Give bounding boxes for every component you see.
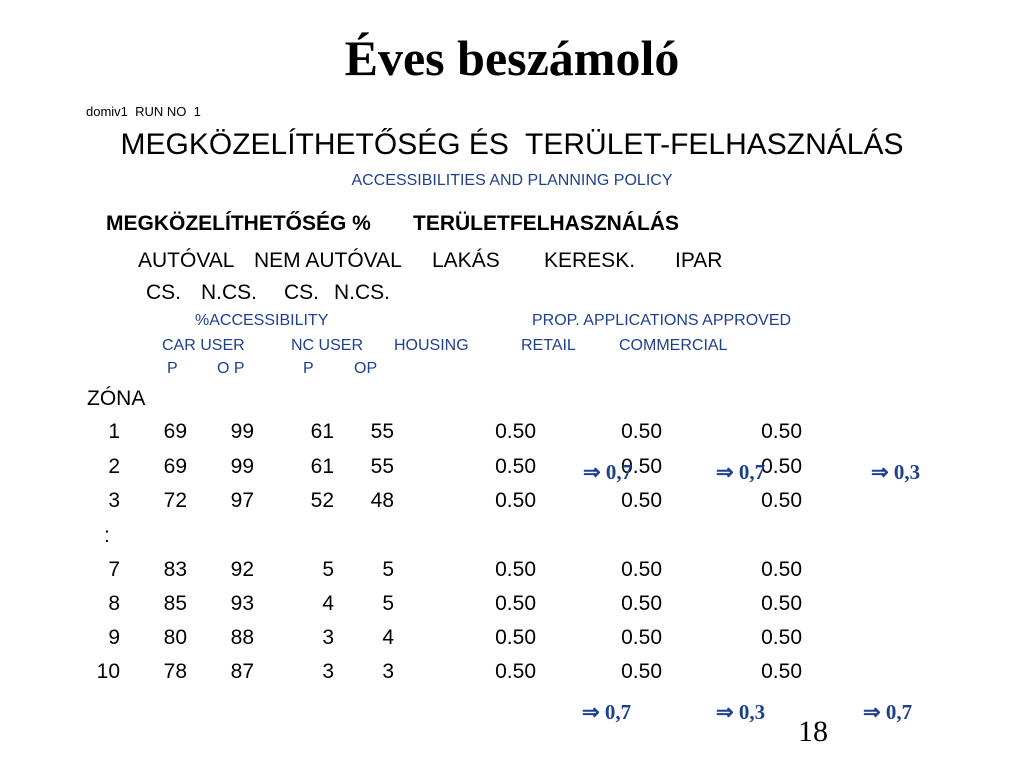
table-cell: 87 <box>230 660 254 683</box>
table-cell: 4 <box>382 626 394 649</box>
arrow-r2-commercial: ⇒ 0,3 <box>871 460 921 484</box>
table-cell: 99 <box>230 420 254 443</box>
table-cell: 0.50 <box>621 489 662 512</box>
zone-number: 10 <box>96 660 120 683</box>
table-cell: 5 <box>382 592 394 615</box>
col-hu-retail: KERESK. <box>544 249 636 272</box>
table-cell: 0.50 <box>761 660 802 683</box>
col-hu-industry: IPAR <box>675 249 723 272</box>
table-cell: 0.50 <box>621 455 662 478</box>
col-hu-noncar: NEM AUTÓVAL <box>254 249 402 272</box>
table-cell: 69 <box>163 455 187 478</box>
group-en-approved: PROP. APPLICATIONS APPROVED <box>532 312 792 329</box>
table-cell: 3 <box>382 660 394 683</box>
zone-number: 9 <box>108 626 120 649</box>
arrow-bottom-retail: ⇒ 0,3 <box>716 700 766 724</box>
arrow-r2-housing: ⇒ 0,7 <box>583 460 633 484</box>
table-cell: 97 <box>230 489 254 512</box>
subcol-en-4: OP <box>354 360 378 377</box>
table-cell: 0.50 <box>621 558 662 581</box>
table-cell: 99 <box>230 455 254 478</box>
subcol-en-3: P <box>303 360 314 377</box>
table-cell: 88 <box>230 626 254 649</box>
section-subheading: ACCESSIBILITIES AND PLANNING POLICY <box>351 172 673 189</box>
group-accessibility: MEGKÖZELÍTHETŐSÉG % <box>106 212 371 235</box>
table-cell: 69 <box>163 420 187 443</box>
table-cell: 0.50 <box>621 420 662 443</box>
table-cell: 0.50 <box>495 626 536 649</box>
table-cell: 0.50 <box>761 489 802 512</box>
table-cell: 0.50 <box>621 660 662 683</box>
table-cell: 3 <box>322 626 334 649</box>
col-hu-housing: LAKÁS <box>432 249 500 272</box>
arrow-bottom-commercial: ⇒ 0,7 <box>863 700 913 724</box>
table-cell: 52 <box>310 489 334 512</box>
zone-number: 7 <box>108 558 120 581</box>
table-cell: 0.50 <box>495 420 536 443</box>
table-cell: 83 <box>163 558 187 581</box>
table-cell: 0.50 <box>621 626 662 649</box>
page-title: Éves beszámoló <box>344 30 680 86</box>
run-label: domiv1 RUN NO 1 <box>86 104 201 119</box>
table-cell: 0.50 <box>761 626 802 649</box>
subcol-en-2: O P <box>217 360 245 377</box>
table-cell: 48 <box>370 489 394 512</box>
table-cell: 0.50 <box>761 420 802 443</box>
page-number: 18 <box>798 715 828 748</box>
group-en-accessibility: %ACCESSIBILITY <box>195 312 329 329</box>
table-cell: 0.50 <box>621 592 662 615</box>
zone-number: 1 <box>108 420 120 443</box>
table-cell: 0.50 <box>495 592 536 615</box>
subcol-hu-1: CS. <box>146 281 182 304</box>
zone-number: 8 <box>108 592 120 615</box>
table-cell: 80 <box>163 626 187 649</box>
section-heading: MEGKÖZELÍTHETŐSÉG ÉS TERÜLET-FELHASZNÁLÁS <box>120 128 904 161</box>
table-cell: 3 <box>322 660 334 683</box>
zone-number: 3 <box>108 489 120 512</box>
col-en-housing: HOUSING <box>394 337 469 354</box>
table-cell: 92 <box>230 558 254 581</box>
arrow-r2-retail: ⇒ 0,7 <box>716 460 766 484</box>
group-landuse: TERÜLETFELHASZNÁLÁS <box>413 212 679 235</box>
subcol-en-1: P <box>167 360 178 377</box>
col-en-car: CAR USER <box>162 337 245 354</box>
table-cell: 85 <box>163 592 187 615</box>
arrow-bottom-housing: ⇒ 0,7 <box>582 700 632 724</box>
table-cell: 4 <box>322 592 334 615</box>
col-en-retail: RETAIL <box>521 337 576 354</box>
table-cell: 0.50 <box>495 558 536 581</box>
table-cell: 5 <box>322 558 334 581</box>
table-cell: 55 <box>370 455 394 478</box>
table-cell: 0.50 <box>761 455 802 478</box>
col-hu-car: AUTÓVAL <box>138 249 235 272</box>
table-cell: 61 <box>310 455 334 478</box>
table-cell: 0.50 <box>495 660 536 683</box>
table-cell: 0.50 <box>761 558 802 581</box>
table-cell: 5 <box>382 558 394 581</box>
table-cell: 55 <box>370 420 394 443</box>
subcol-hu-2: N.CS. <box>201 281 258 304</box>
table-cell: 93 <box>230 592 254 615</box>
zone-label: ZÓNA <box>87 387 146 410</box>
subcol-hu-3: CS. <box>284 281 320 304</box>
table-cell: 0.50 <box>495 489 536 512</box>
ellipsis: : <box>104 524 110 547</box>
table-cell: 78 <box>163 660 187 683</box>
table-cell: 0.50 <box>761 592 802 615</box>
subcol-hu-4: N.CS. <box>334 281 391 304</box>
col-en-commercial: COMMERCIAL <box>619 337 728 354</box>
table-cell: 0.50 <box>495 455 536 478</box>
table-cell: 61 <box>310 420 334 443</box>
table-cell: 72 <box>163 489 187 512</box>
col-en-nc: NC USER <box>291 337 364 354</box>
zone-number: 2 <box>108 455 120 478</box>
